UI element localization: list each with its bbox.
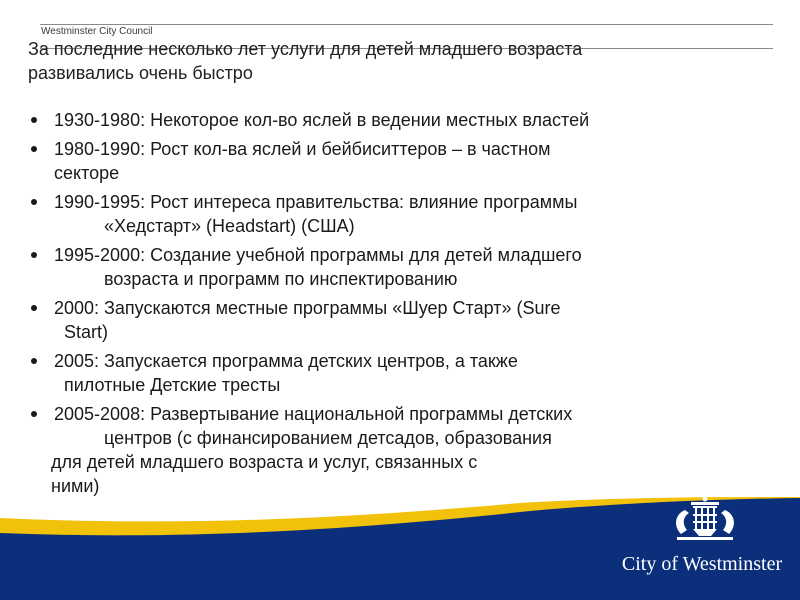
bullet-line: «Хедстарт» (Headstart) (США) bbox=[104, 216, 355, 236]
bullet-dot-icon bbox=[31, 252, 37, 258]
bullet-line: 1930-1980: Некоторое кол-во яслей в ведении местных властей bbox=[54, 110, 590, 130]
bullet-line: пилотные Детские тресты bbox=[64, 375, 281, 395]
bullet-item bbox=[26, 108, 736, 132]
bullet-dot-icon bbox=[31, 305, 37, 311]
bullet-line: возраста и программ по инспектированию bbox=[104, 269, 458, 289]
bullet-list bbox=[26, 108, 736, 503]
bullet-dot-icon bbox=[31, 411, 37, 417]
bullet-item bbox=[26, 190, 736, 238]
bullet-dot-icon bbox=[31, 358, 37, 364]
bullet-dot-icon bbox=[31, 146, 37, 152]
bullet-line: ними) bbox=[51, 476, 100, 496]
bullet-item bbox=[26, 137, 736, 185]
bullet-dot-icon bbox=[31, 199, 37, 205]
bullet-line: для детей младшего возраста и услуг, связанных с bbox=[51, 452, 478, 472]
city-of-westminster-wordmark: City of Westminster bbox=[621, 553, 783, 575]
bullet-line: 2000: Запускаются местные программы «Шуер Старт» (Sure bbox=[54, 298, 561, 318]
bullet-line: 1995-2000: Создание учебной программы для детей младшего bbox=[54, 245, 582, 265]
bullet-dot-icon bbox=[31, 117, 37, 123]
bullet-line: 2005-2008: Развертывание национальной программы детских bbox=[54, 404, 573, 424]
bullet-item bbox=[26, 296, 736, 344]
bullet-line: секторе bbox=[54, 163, 120, 183]
title-line: За последние несколько лет услуги для детей младшего возраста bbox=[28, 39, 583, 59]
bullet-item bbox=[26, 402, 736, 498]
bullet-line: 1990-1995: Рост интереса правительства: влияние программы bbox=[54, 192, 578, 212]
slide-title bbox=[28, 37, 708, 85]
council-label: Westminster City Council bbox=[41, 26, 153, 37]
header-rule-top bbox=[40, 24, 773, 25]
bullet-line: 2005: Запускается программа детских центров, а также bbox=[54, 351, 518, 371]
westminster-crest-icon bbox=[645, 496, 765, 551]
title-line: развивались очень быстро bbox=[28, 63, 253, 83]
bullet-line: центров (с финансированием детсадов, образования bbox=[104, 428, 552, 448]
bullet-line: Start) bbox=[64, 322, 109, 342]
bullet-line: 1980-1990: Рост кол-ва яслей и бейбиситтеров – в частном bbox=[54, 139, 551, 159]
bullet-item bbox=[26, 243, 736, 291]
bullet-item bbox=[26, 349, 736, 397]
